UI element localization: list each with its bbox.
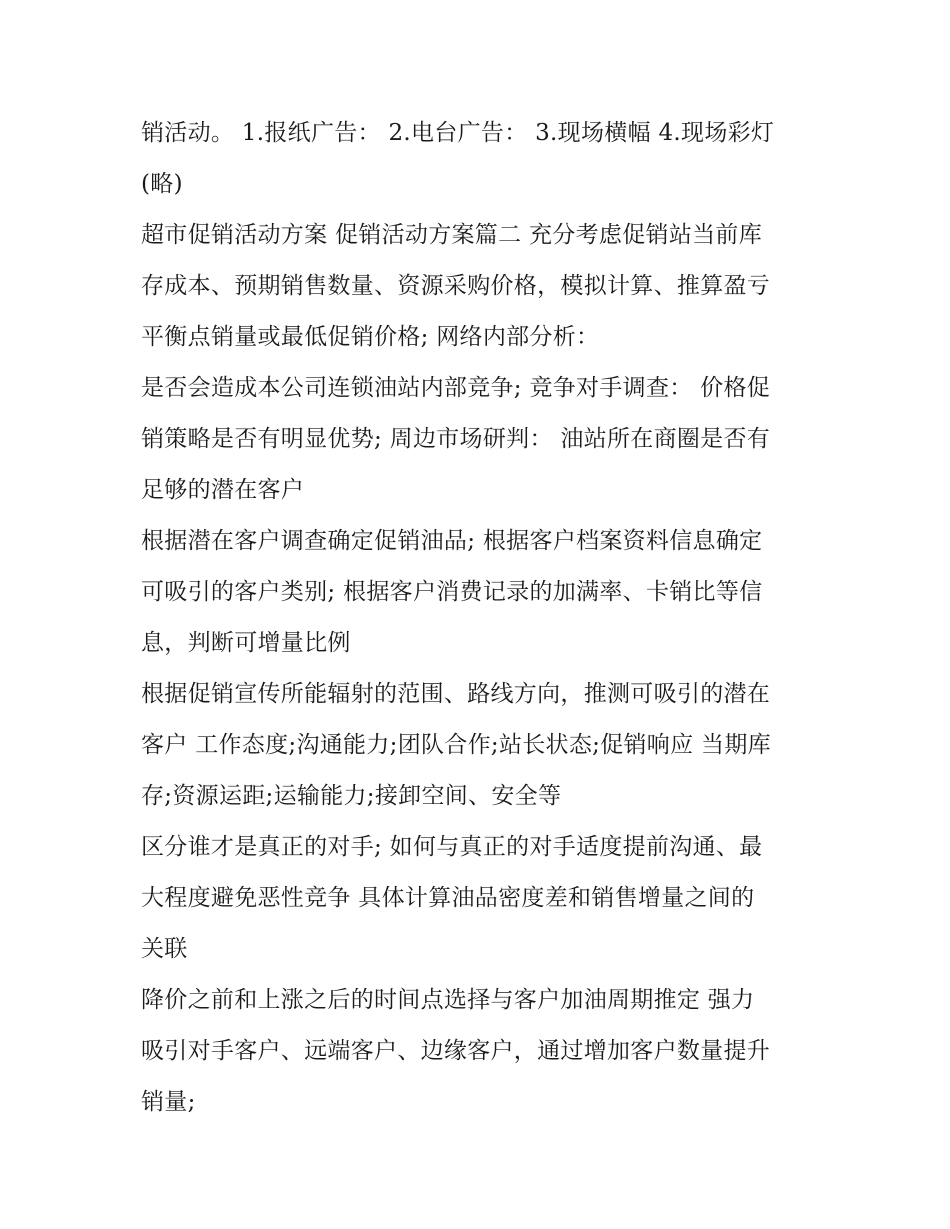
text-line: 根据潜在客户调查确定促销油品; 根据客户档案资料信息确定 [141, 528, 763, 554]
text-line: 销量; [141, 1089, 196, 1115]
text-line: 足够的潜在客户 [141, 477, 305, 503]
text-line: 是否会造成本公司连锁油站内部竞争; 竞争对手调查： 价格促 [141, 375, 771, 401]
text-line: 息，判断可增量比例 [141, 630, 351, 656]
document-body [141, 108, 821, 1128]
text-line: 区分谁才是真正的对手; 如何与真正的对手适度提前沟通、最 [141, 834, 763, 860]
text-line: 根据促销宣传所能辐射的范围、路线方向，推测可吸引的潜在 [141, 681, 771, 707]
text-line: (略) [141, 171, 183, 197]
text-line: 存;资源运距;运输能力;接卸空间、安全等 [141, 783, 562, 809]
text-line: 降价之前和上涨之后的时间点选择与客户加油周期推定 强力 [141, 987, 755, 1013]
text-line: 超市促销活动方案 促销活动方案篇二 充分考虑促销站当前库 [141, 222, 763, 248]
text-line: 关联 [141, 936, 188, 962]
text-line: 客户 工作态度;沟通能力;团队合作;站长状态;促销响应 当期库 [141, 732, 771, 758]
text-line: 大程度避免恶性竞争 具体计算油品密度差和销售增量之间的 [141, 885, 755, 911]
text-line: 存成本、预期销售数量、资源采购价格，模拟计算、推算盈亏 [141, 273, 771, 299]
text-line: 销策略是否有明显优势; 周边市场研判： 油站所在商圈是否有 [141, 426, 771, 452]
text-line: 平衡点销量或最低促销价格; 网络内部分析： [141, 324, 600, 350]
text-line: 吸引对手客户、远端客户、边缘客户，通过增加客户数量提升 [141, 1038, 771, 1064]
text-line: 销活动。 1.报纸广告： 2.电台广告： 3.现场横幅 4.现场彩灯 [141, 120, 775, 146]
text-line: 可吸引的客户类别; 根据客户消费记录的加满率、卡销比等信 [141, 579, 763, 605]
